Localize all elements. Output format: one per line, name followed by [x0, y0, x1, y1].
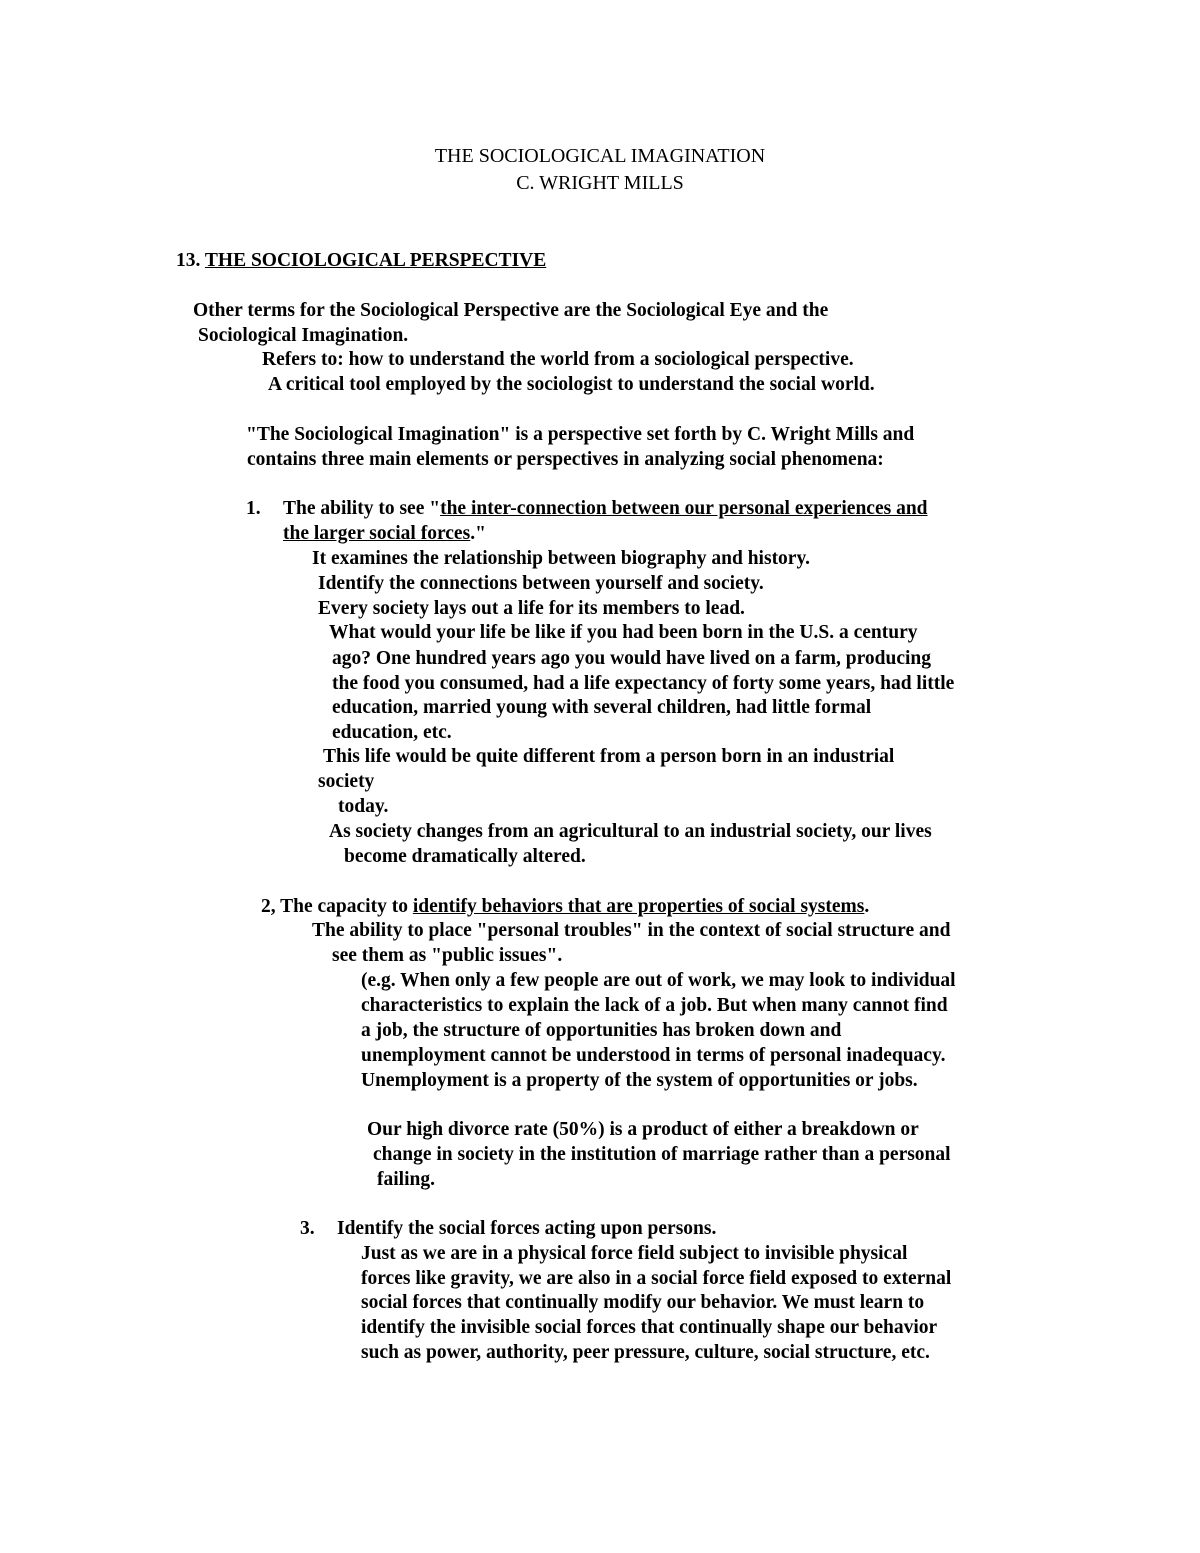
item-1-line: As society changes from an agricultural to an industrial society, our lives	[329, 821, 932, 842]
item-1-line: ago? One hundred years ago you would have lived on a farm, producing	[332, 648, 931, 669]
item-1-tail: ."	[470, 523, 486, 544]
item-2-line: Unemployment is a property of the system of opportunities or jobs.	[361, 1070, 918, 1091]
item-2-line: The ability to place "personal troubles" in the context of social structure and	[312, 920, 951, 941]
item-2-lead: 2, The capacity to	[261, 896, 413, 917]
item-3-line: identify the invisible social forces that continually shape our behavior	[361, 1317, 938, 1338]
item-3-line: Just as we are in a physical force field subject to invisible physical	[361, 1243, 908, 1264]
intro-line-1: Other terms for the Sociological Perspective are the Sociological Eye and the	[193, 300, 829, 321]
item-3-line: forces like gravity, we are also in a social force field exposed to external	[361, 1268, 952, 1289]
section-heading	[176, 249, 546, 273]
item-1-heading-line-1	[283, 497, 928, 521]
item-2-line: characteristics to explain the lack of a job. But when many cannot find	[361, 995, 948, 1016]
item-2-line: failing.	[377, 1169, 435, 1190]
intro-tool: A critical tool employed by the sociologist to understand the social world.	[268, 374, 875, 395]
item-3-number: 3.	[300, 1218, 315, 1239]
intro-line-2: Sociological Imagination.	[198, 325, 409, 346]
intro-refers: Refers to: how to understand the world from a sociological perspective.	[262, 349, 854, 370]
item-1-line: society	[318, 771, 375, 792]
item-1-lead: The ability to see "	[283, 498, 441, 519]
item-2-line: a job, the structure of opportunities has broken down and	[361, 1020, 842, 1041]
item-3-line: such as power, authority, peer pressure, culture, social structure, etc.	[361, 1342, 930, 1363]
item-2-line: Our high divorce rate (50%) is a product of either a breakdown or	[367, 1119, 919, 1140]
item-2-underline: identify behaviors that are properties of social systems	[412, 896, 865, 917]
item-2-line: (e.g. When only a few people are out of work, we may look to individual	[361, 970, 956, 991]
item-2-line: unemployment cannot be understood in terms of personal inadequacy.	[361, 1045, 946, 1066]
item-1-line: Identify the connections between yourself and society.	[318, 573, 764, 594]
item-1-underline-a: the inter-connection between our personal experiences and	[440, 498, 928, 519]
section-title: THE SOCIOLOGICAL PERSPECTIVE	[204, 250, 547, 271]
item-1-line: today.	[338, 796, 389, 817]
item-1-line: become dramatically altered.	[344, 846, 586, 867]
item-1-line: Every society lays out a life for its members to lead.	[318, 598, 745, 619]
item-2-tail: .	[864, 896, 870, 917]
mills-line-1: "The Sociological Imagination" is a perspective set forth by C. Wright Mills and	[246, 424, 915, 445]
item-3-line: social forces that continually modify our behavior. We must learn to	[361, 1292, 925, 1313]
item-1-heading-line-2	[283, 522, 486, 546]
section-number: 13.	[176, 250, 201, 271]
item-1-line: This life would be quite different from a person born in an industrial	[323, 746, 895, 767]
item-2-line: change in society in the institution of marriage rather than a personal	[373, 1144, 951, 1165]
item-1-underline-b: the larger social forces	[283, 523, 471, 544]
document-author: C. WRIGHT MILLS	[516, 172, 684, 194]
item-1-number: 1.	[246, 498, 261, 519]
document-title: THE SOCIOLOGICAL IMAGINATION	[434, 145, 766, 167]
item-1-line: education, married young with several children, had little formal	[332, 697, 872, 718]
item-3-heading: Identify the social forces acting upon persons.	[337, 1218, 717, 1239]
item-2-heading	[261, 895, 869, 919]
item-1-line: the food you consumed, had a life expectancy of forty some years, had little	[332, 673, 955, 694]
item-2-line: see them as "public issues".	[332, 945, 563, 966]
item-1-line: It examines the relationship between biography and history.	[312, 548, 811, 569]
mills-line-2: contains three main elements or perspectives in analyzing social phenomena:	[247, 449, 884, 470]
item-1-line: education, etc.	[332, 722, 452, 743]
item-1-line: What would your life be like if you had been born in the U.S. a century	[329, 622, 918, 643]
